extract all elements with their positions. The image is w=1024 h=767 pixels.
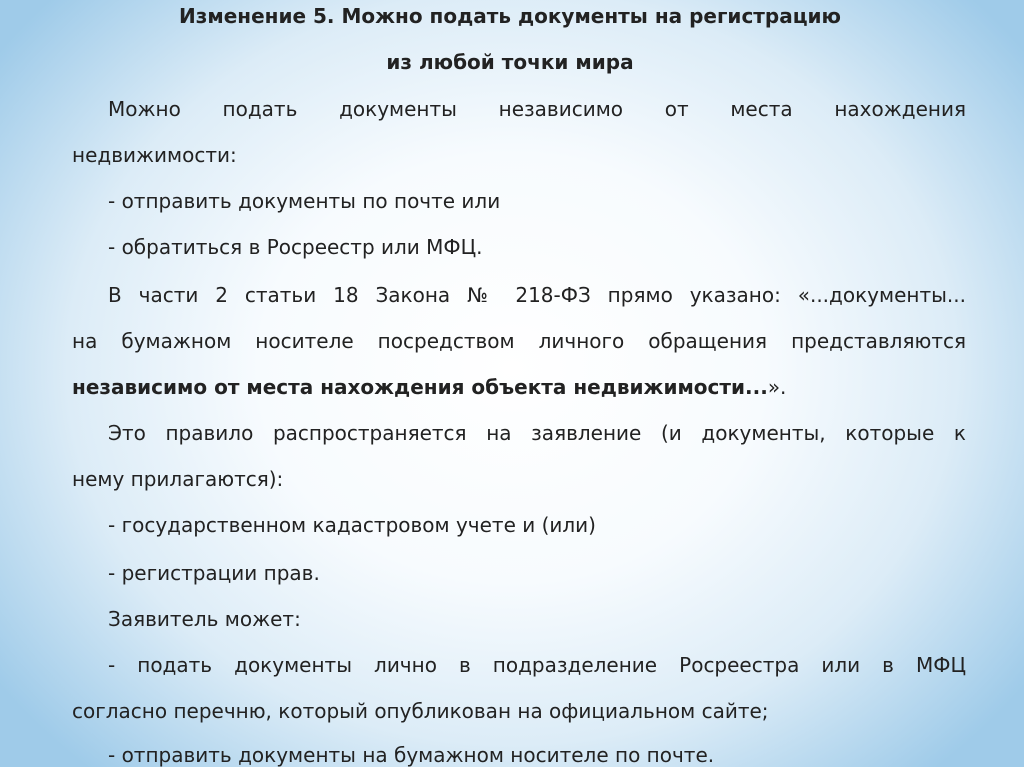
paragraph-4: Заявитель может: (108, 607, 301, 631)
paragraph-1-line-2: недвижимости: (72, 143, 237, 167)
heading-line-1: Изменение 5. Можно подать документы на регистрацию (178, 4, 841, 28)
paragraph-3-line-1: Это правило распространяется на заявление (и документы, которые к (108, 421, 966, 445)
paragraph-1-line-1: Можно подать документы независимо от места нахождения (108, 97, 966, 121)
list-item-office: - обратиться в Росреестр или МФЦ. (108, 235, 483, 259)
list-item-cadastral: - государственном кадастровом учете и (или) (108, 513, 596, 537)
list-item-mail: - отправить документы по почте или (108, 189, 501, 213)
quote-closing: ». (767, 375, 787, 399)
paragraph-2-line-2: на бумажном носителе посредством личного обращения представляются (72, 329, 966, 353)
list-item-submit-line-1: - подать документы лично в подразделение Росреестра или в МФЦ (108, 653, 966, 677)
list-item-submit-line-2: согласно перечню, который опубликован на официальном сайте; (72, 699, 769, 723)
list-item-post: - отправить документы на бумажном носителе по почте. (108, 743, 715, 767)
paragraph-2-line-3 (72, 374, 786, 400)
paragraph-3-line-2: нему прилагаются): (72, 467, 284, 491)
list-item-registration: - регистрации прав. (108, 561, 320, 585)
paragraph-2-line-1: В части 2 статьи 18 Закона № 218-ФЗ прямо указано: «...документы... (108, 283, 966, 307)
bold-quote-text: независимо от места нахождения объекта недвижимости... (72, 375, 768, 399)
heading-line-2: из любой точки мира (386, 50, 634, 74)
